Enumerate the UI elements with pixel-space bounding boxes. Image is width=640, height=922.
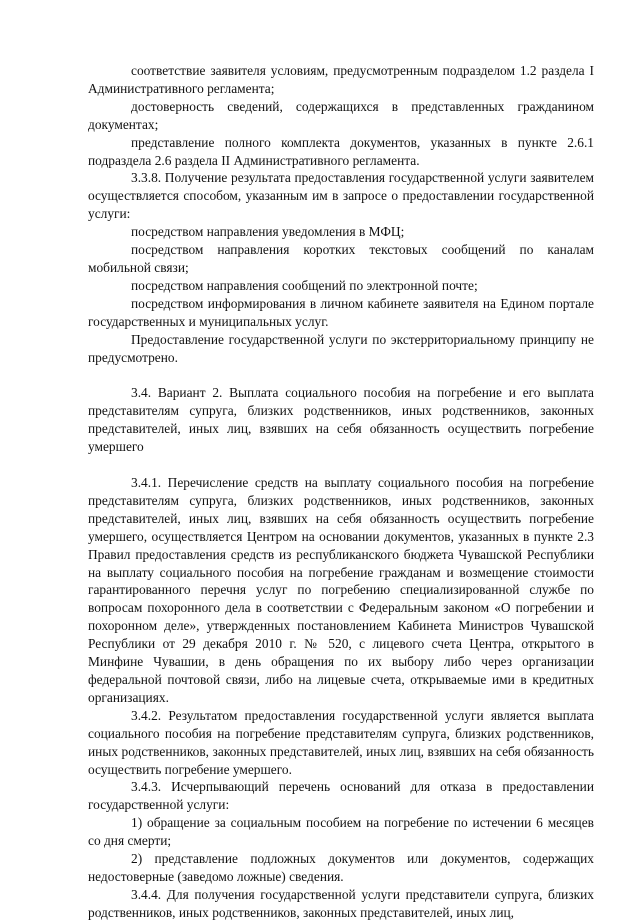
spacer bbox=[88, 456, 594, 474]
paragraph-3-4-1: 3.4.1. Перечисление средств на выплату социального пособия на погребение представителям супруга, близких родственников, иных родственников, законных представителей, иных лиц, взявших на себя обязанность осуществить погребение умершего, осуществляется Центром на основании документов, указанных в пункте 2.3 Правил предоставления средств из республиканского бюджета Чувашской Республики на выплату социального пособия на погребение гражданам и возмещение стоимости гарантированного перечня услуг по погребению специализированной службе по вопросам похоронного дела в соответствии с Федеральным законом «О погребении и похоронном деле», утвержденных постановлением Кабинета Министров Чувашской Республики от 29 декабря 2010 г. № 520, с лицевого счета Центра, открытого в Минфине Чувашии, в день обращения по их выбору либо через организации федеральной почтовой связи, либо на лицевые счета, открываемые ими в кредитных организациях. bbox=[88, 475, 594, 705]
list-item-2: 2) представление подложных документов или документов, содержащих недостоверные (заведомо ложные) сведения. bbox=[88, 851, 594, 884]
paragraph-2: достоверность сведений, содержащихся в представленных гражданином документах; bbox=[88, 98, 594, 132]
spacer bbox=[88, 366, 594, 384]
paragraph-3-4-2: 3.4.2. Результатом предоставления государственной услуги является выплата социального пособия на погребение представителям супруга, близких родственников, иных родственников, законных представителей, иных лиц, взявших на себя обязанность осуществить погребение умершего. bbox=[88, 707, 594, 777]
paragraph-1: соответствие заявителя условиям, предусмотренным подразделом 1.2 раздела I Административного регламента; bbox=[88, 63, 594, 96]
paragraph-3: представление полного комплекта документов, указанных в пункте 2.6.1 подраздела 2.6 раздела II Административного регламента. bbox=[88, 134, 594, 168]
list-item-1: 1) обращение за социальным пособием на погребение по истечении 6 месяцев со дня смерти; bbox=[88, 815, 594, 849]
paragraph-6: посредством направления коротких текстовых сообщений по каналам мобильной связи; bbox=[88, 242, 594, 275]
paragraph-9: Предоставление государственной услуги по экстерриториальному принципу не предусмотрено. bbox=[88, 331, 594, 365]
paragraph-8: посредством информирования в личном кабинете заявителя на Едином портале государственных и муниципальных услуг. bbox=[88, 295, 594, 329]
paragraph-5: посредством направления уведомления в МФЦ; bbox=[131, 224, 405, 240]
section-heading-3-4: 3.4. Вариант 2. Выплата социального пособия на погребение и его выплата представителям супруга, близких родственников, иных родственников, законных представителей, иных лиц, взявших на себя обязанность осуществить погребение умершего bbox=[88, 385, 594, 455]
paragraph-3-3-8: 3.3.8. Получение результата предоставления государственной услуги заявителем осуществляется способом, указанным им в запросе о предоставлении государственной услуги: bbox=[88, 170, 594, 222]
document-page bbox=[88, 62, 594, 922]
paragraph-7: посредством направления сообщений по электронной почте; bbox=[131, 277, 478, 293]
paragraph-3-4-4: 3.4.4. Для получения государственной услуги представители супруга, близких родственников, иных родственников, законных представителей, иных лиц, bbox=[88, 886, 594, 920]
paragraph-3-4-3: 3.4.3. Исчерпывающий перечень оснований для отказа в предоставлении государственной услуги: bbox=[88, 779, 594, 813]
